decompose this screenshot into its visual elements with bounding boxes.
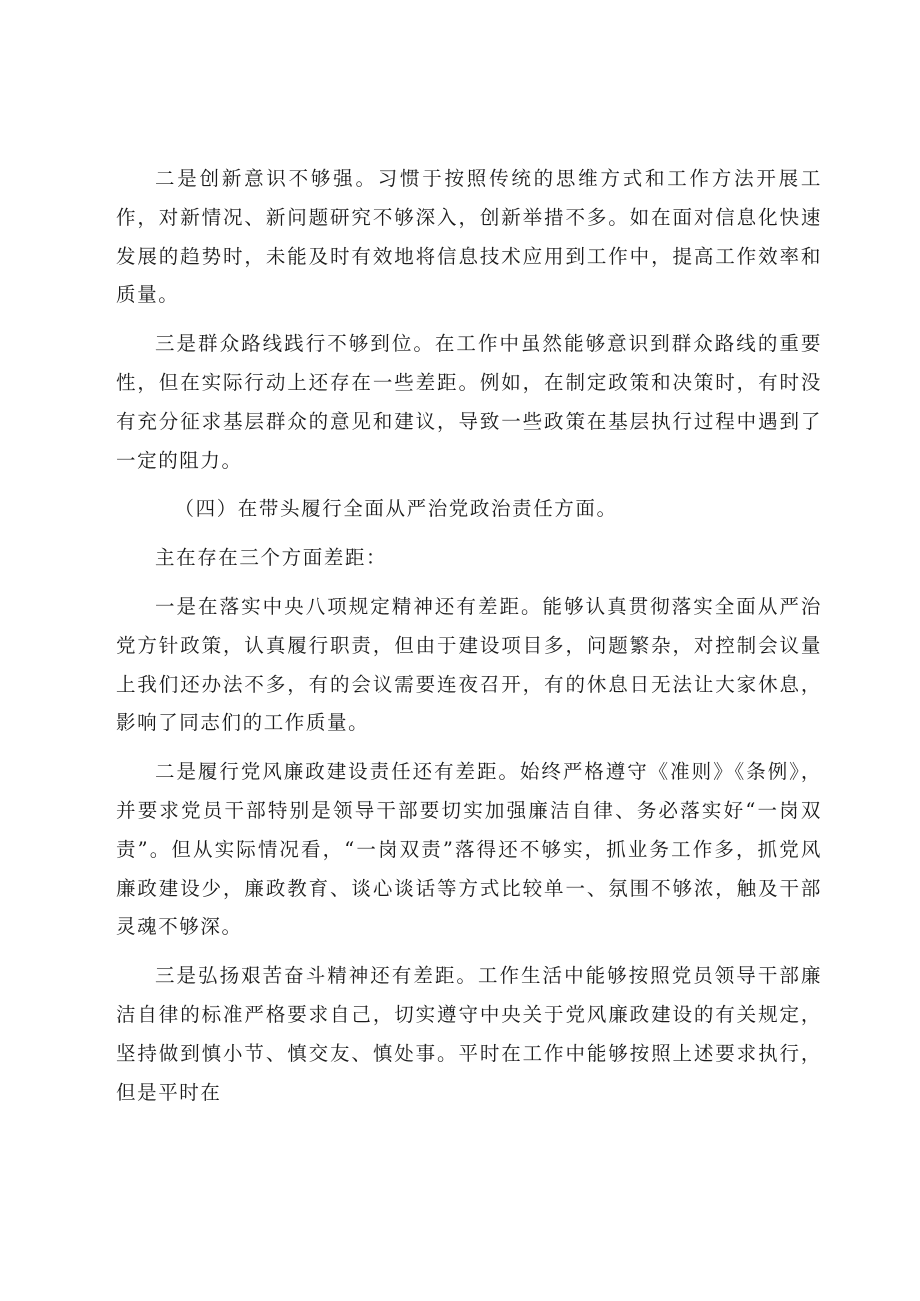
paragraph-mass-line: 三是群众路线践行不够到位。在工作中虽然能够意识到群众路线的重要性，但在实际行动上还存在一些差距。例如，在制定政策和决策时，有时没有充分征求基层群众的意见和建议，导致一些政策在基层执行过程中遇到了一定的阻力。 — [116, 332, 822, 472]
paragraph-integrity-responsibility: 二是履行党风廉政建设责任还有差距。始终严格遵守《准则》《条例》，并要求党员干部特别是领导干部要切实加强廉洁自律、务必落实好“一岗双责”。但从实际情况看，“一岗双责”落得还不够实，抓业务工作多，抓党风廉政建设少，廉政教育、谈心谈话等方式比较单一、氛围不够浓，触及干部灵魂不够深。 — [116, 760, 822, 939]
paragraph-three-gaps: 主在存在三个方面差距： — [155, 546, 388, 570]
section-heading-four: （四）在带头履行全面从严治党政治责任方面。 — [174, 497, 618, 521]
paragraph-innovation: 二是创新意识不够强。习惯于按照传统的思维方式和工作方法开展工作，对新情况、新问题研究不够深入，创新举措不多。如在面对信息化快速发展的趋势时，未能及时有效地将信息技术应用到工作中，提高工作效率和质量。 — [116, 167, 822, 307]
paragraph-eight-rules: 一是在落实中央八项规定精神还有差距。能够认真贯彻落实全面从严治党方针政策，认真履行职责，但由于建设项目多，问题繁杂，对控制会议量上我们还办法不多，有的会议需要连夜召开，有的休息日无法让大家休息，影响了同志们的工作质量。 — [116, 594, 822, 735]
paragraph-hard-work-spirit: 三是弘扬艰苦奋斗精神还有差距。工作生活中能够按照党员领导干部廉洁自律的标准严格要求自己，切实遵守中央关于党风廉政建设的有关规定，坚持做到慎小节、慎交友、慎处事。平时在工作中能够按照上述要求执行，但是平时在 — [116, 964, 822, 1104]
document-body — [116, 160, 822, 1122]
